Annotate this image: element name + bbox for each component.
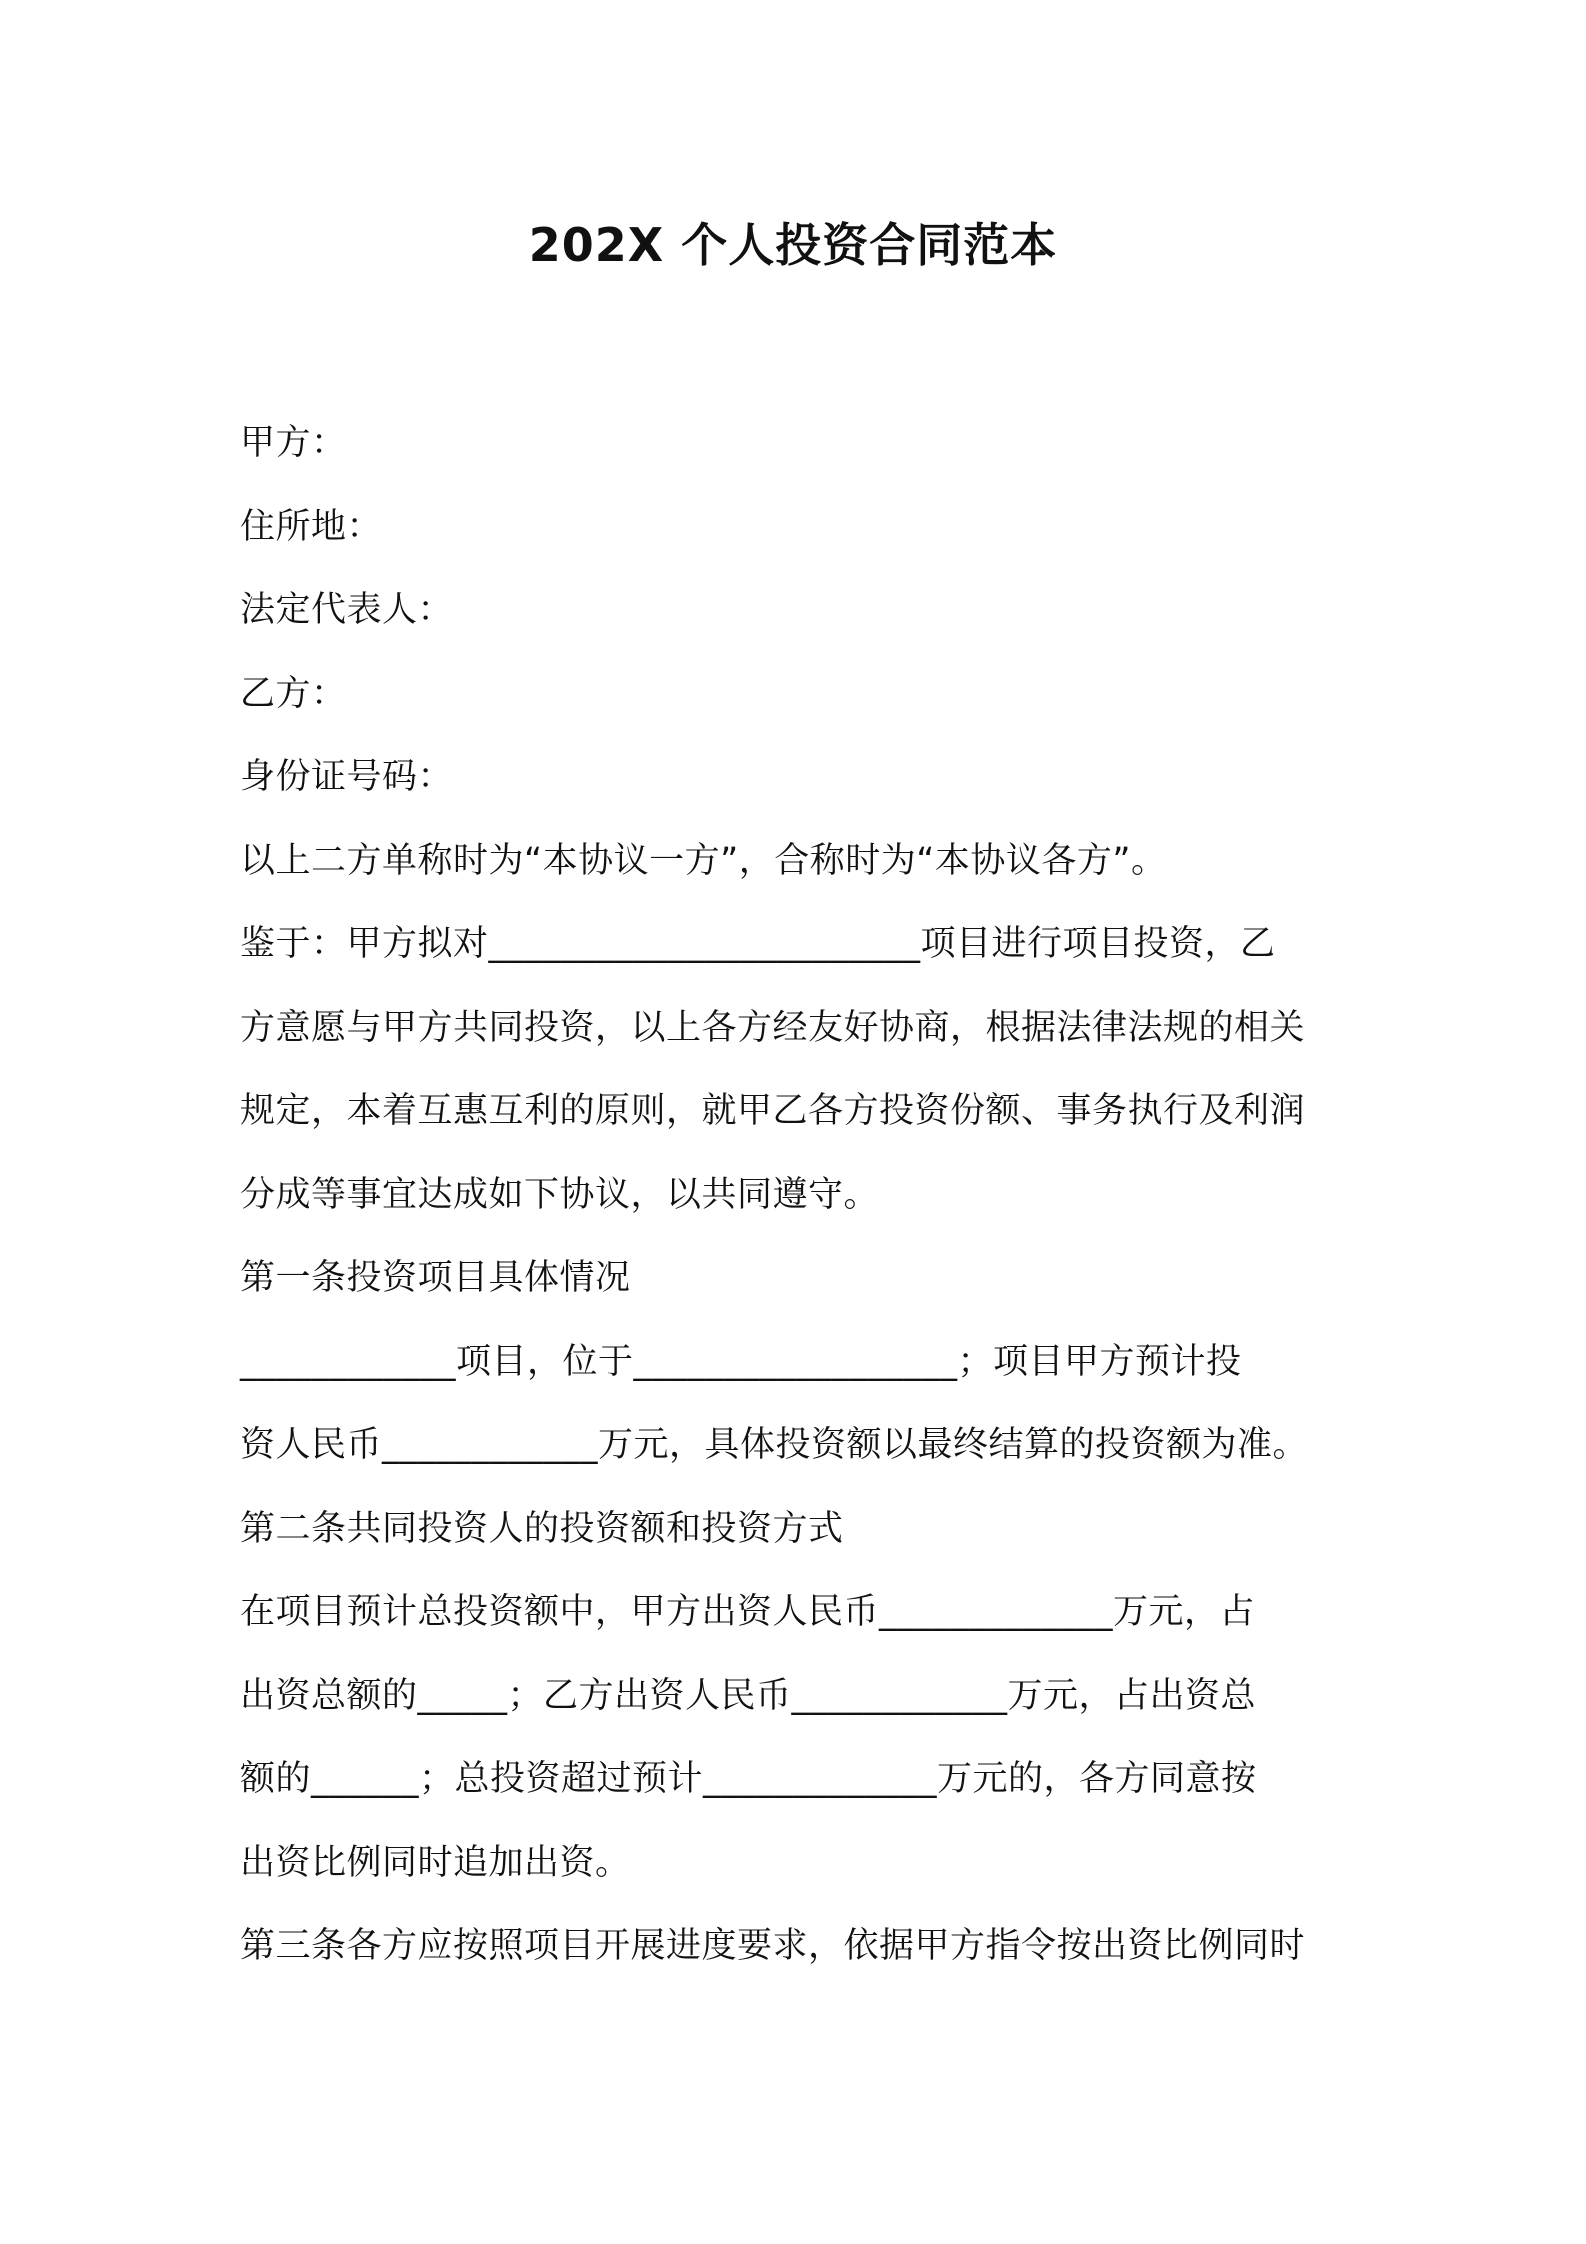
article-1-heading: 第一条投资项目具体情况 [240, 1258, 631, 1298]
article-1-line-2: 资人民币____________万元，具体投资额以最终结算的投资额为准。 [240, 1425, 1309, 1465]
whereas-line-4: 分成等事宜达成如下协议，以共同遵守。 [240, 1174, 880, 1215]
party-b-label: 乙方： [240, 673, 347, 714]
legal-representative-label: 法定代表人： [240, 590, 454, 630]
article-1-line-1: ____________项目，位于__________________；项目甲方预计投 [240, 1341, 1242, 1382]
address-label: 住所地： [240, 506, 383, 547]
whereas-line-1: 鉴于：甲方拟对________________________项目进行项目投资，乙 [240, 924, 1276, 964]
party-a-label: 甲方： [240, 423, 347, 463]
parties-definition: 以上二方单称时为“本协议一方”，合称时为“本协议各方”。 [240, 840, 1167, 881]
article-2-line-1: 在项目预计总投资额中，甲方出资人民币_____________万元，占 [240, 1592, 1256, 1632]
article-2-line-2: 出资总额的_____；乙方出资人民币____________万元，占出资总 [240, 1675, 1257, 1716]
article-2-line-4: 出资比例同时追加出资。 [240, 1842, 631, 1883]
document-title: 202X 个人投资合同范本 [528, 218, 1058, 272]
whereas-line-2: 方意愿与甲方共同投资，以上各方经友好协商，根据法律法规的相关 [240, 1007, 1306, 1048]
article-2-line-3: 额的______；总投资超过预计_____________万元的，各方同意按 [240, 1759, 1257, 1799]
whereas-line-3: 规定，本着互惠互利的原则，就甲乙各方投资份额、事务执行及利润 [240, 1091, 1306, 1131]
id-number-label: 身份证号码： [240, 757, 454, 797]
article-2-heading: 第二条共同投资人的投资额和投资方式 [240, 1508, 844, 1549]
article-3-line-1: 第三条各方应按照项目开展进度要求，依据甲方指令按出资比例同时 [240, 1926, 1306, 1966]
document-body [240, 402, 1370, 1989]
